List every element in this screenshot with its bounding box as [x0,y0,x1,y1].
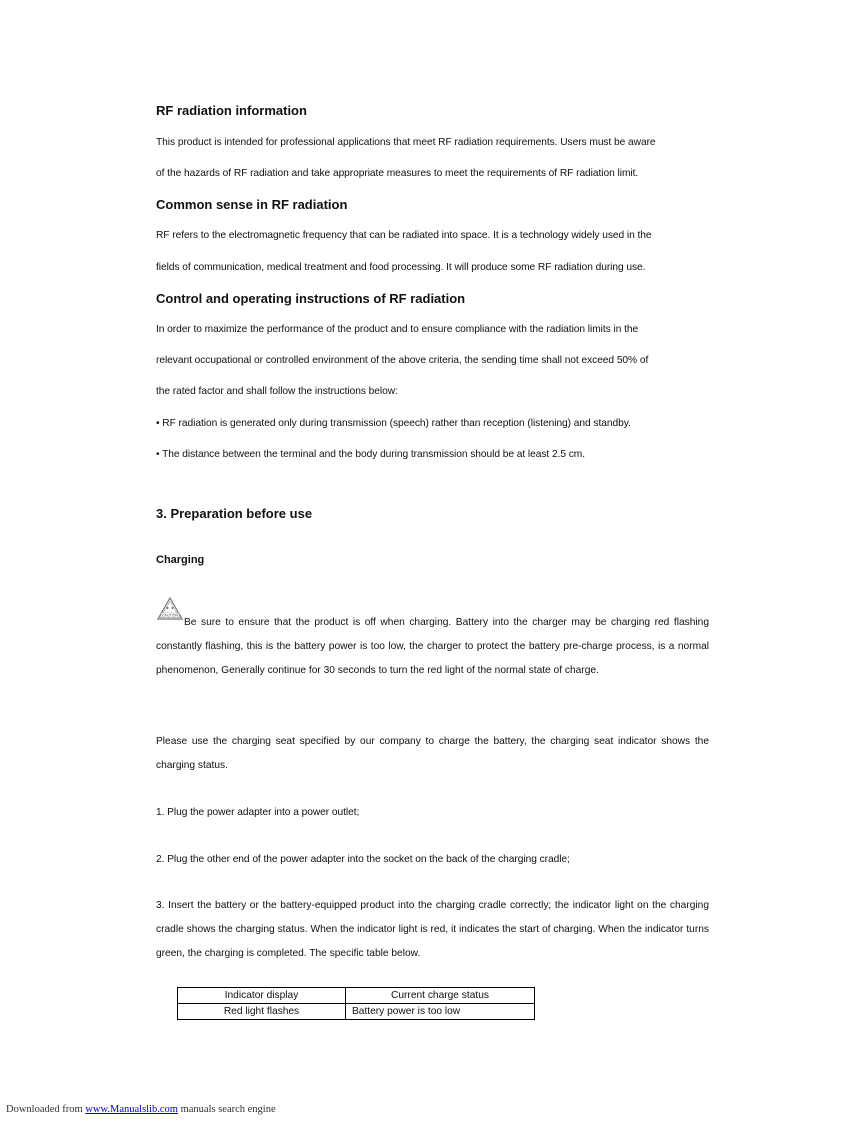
charge-status-table [177,987,535,1020]
page-footer [6,1104,276,1115]
bullet-item: • The distance between the terminal and the body during transmission should be at least 2.5 cm. [156,449,586,460]
table-header-cell: Indicator display [178,988,346,1004]
step-item: 3. Insert the battery or the battery-equipped product into the charging cradle correctly; the indicator light on the charging cradle shows the charging status. When the indicator light is red, it indicates the start of charging. When the indicator turns green, the charging is completed. The specific table below. [156,900,709,959]
table-cell: Red light flashes [178,1004,346,1020]
paragraph-line: of the hazards of RF radiation and take appropriate measures to meet the requirements of RF radiation limit. [156,168,639,179]
section-title-rf-info: RF radiation information [156,103,307,118]
step-item: 1. Plug the power adapter into a power outlet; [156,807,360,818]
footer-link[interactable]: www.Manualslib.com [85,1104,178,1115]
section-title-control: Control and operating instructions of RF radiation [156,291,466,306]
paragraph-line: the rated factor and shall follow the instructions below: [156,386,398,397]
table-row [178,1004,535,1020]
footer-suffix: manuals search engine [177,1104,276,1115]
footer-prefix: Downloaded from [6,1104,86,1115]
table-header-cell: Current charge status [346,988,535,1004]
section-title-common-sense: Common sense in RF radiation [156,197,348,212]
paragraph-line: This product is intended for professional applications that meet RF radiation requirements. Users must be aware [156,137,656,148]
paragraph-line: RF refers to the electromagnetic frequency that can be radiated into space. It is a technology widely used in the [156,230,652,241]
bullet-item: • RF radiation is generated only during transmission (speech) rather than reception (listening) and standby. [156,418,631,429]
paragraph-line: fields of communication, medical treatment and food processing. It will produce some RF radiation during use. [156,262,646,273]
table-header-row [178,988,535,1004]
charging-seat-paragraph: Please use the charging seat specified by our company to charge the battery, the charging seat indicator shows the charging status. [156,736,709,771]
table-cell: Battery power is too low [346,1004,535,1020]
caution-label: CAUTION [161,613,179,618]
subsection-title-charging: Charging [156,554,205,566]
paragraph-line: In order to maximize the performance of the product and to ensure compliance with the radiation limits in the [156,324,639,335]
caution-paragraph: Be sure to ensure that the product is off when charging. Battery into the charger may be charging red flashing constantly flashing, this is the battery power is too low, the charger to protect the battery pre-charge process, is a normal phenomenon, Generally continue for 30 seconds to turn the red light of the normal state of charge. [156,617,709,676]
section-title-preparation: 3. Preparation before use [156,506,313,521]
paragraph-line: relevant occupational or controlled environment of the above criteria, the sending time shall not exceed 50% of [156,355,649,366]
step-item: 2. Plug the other end of the power adapter into the socket on the back of the charging cradle; [156,854,570,865]
